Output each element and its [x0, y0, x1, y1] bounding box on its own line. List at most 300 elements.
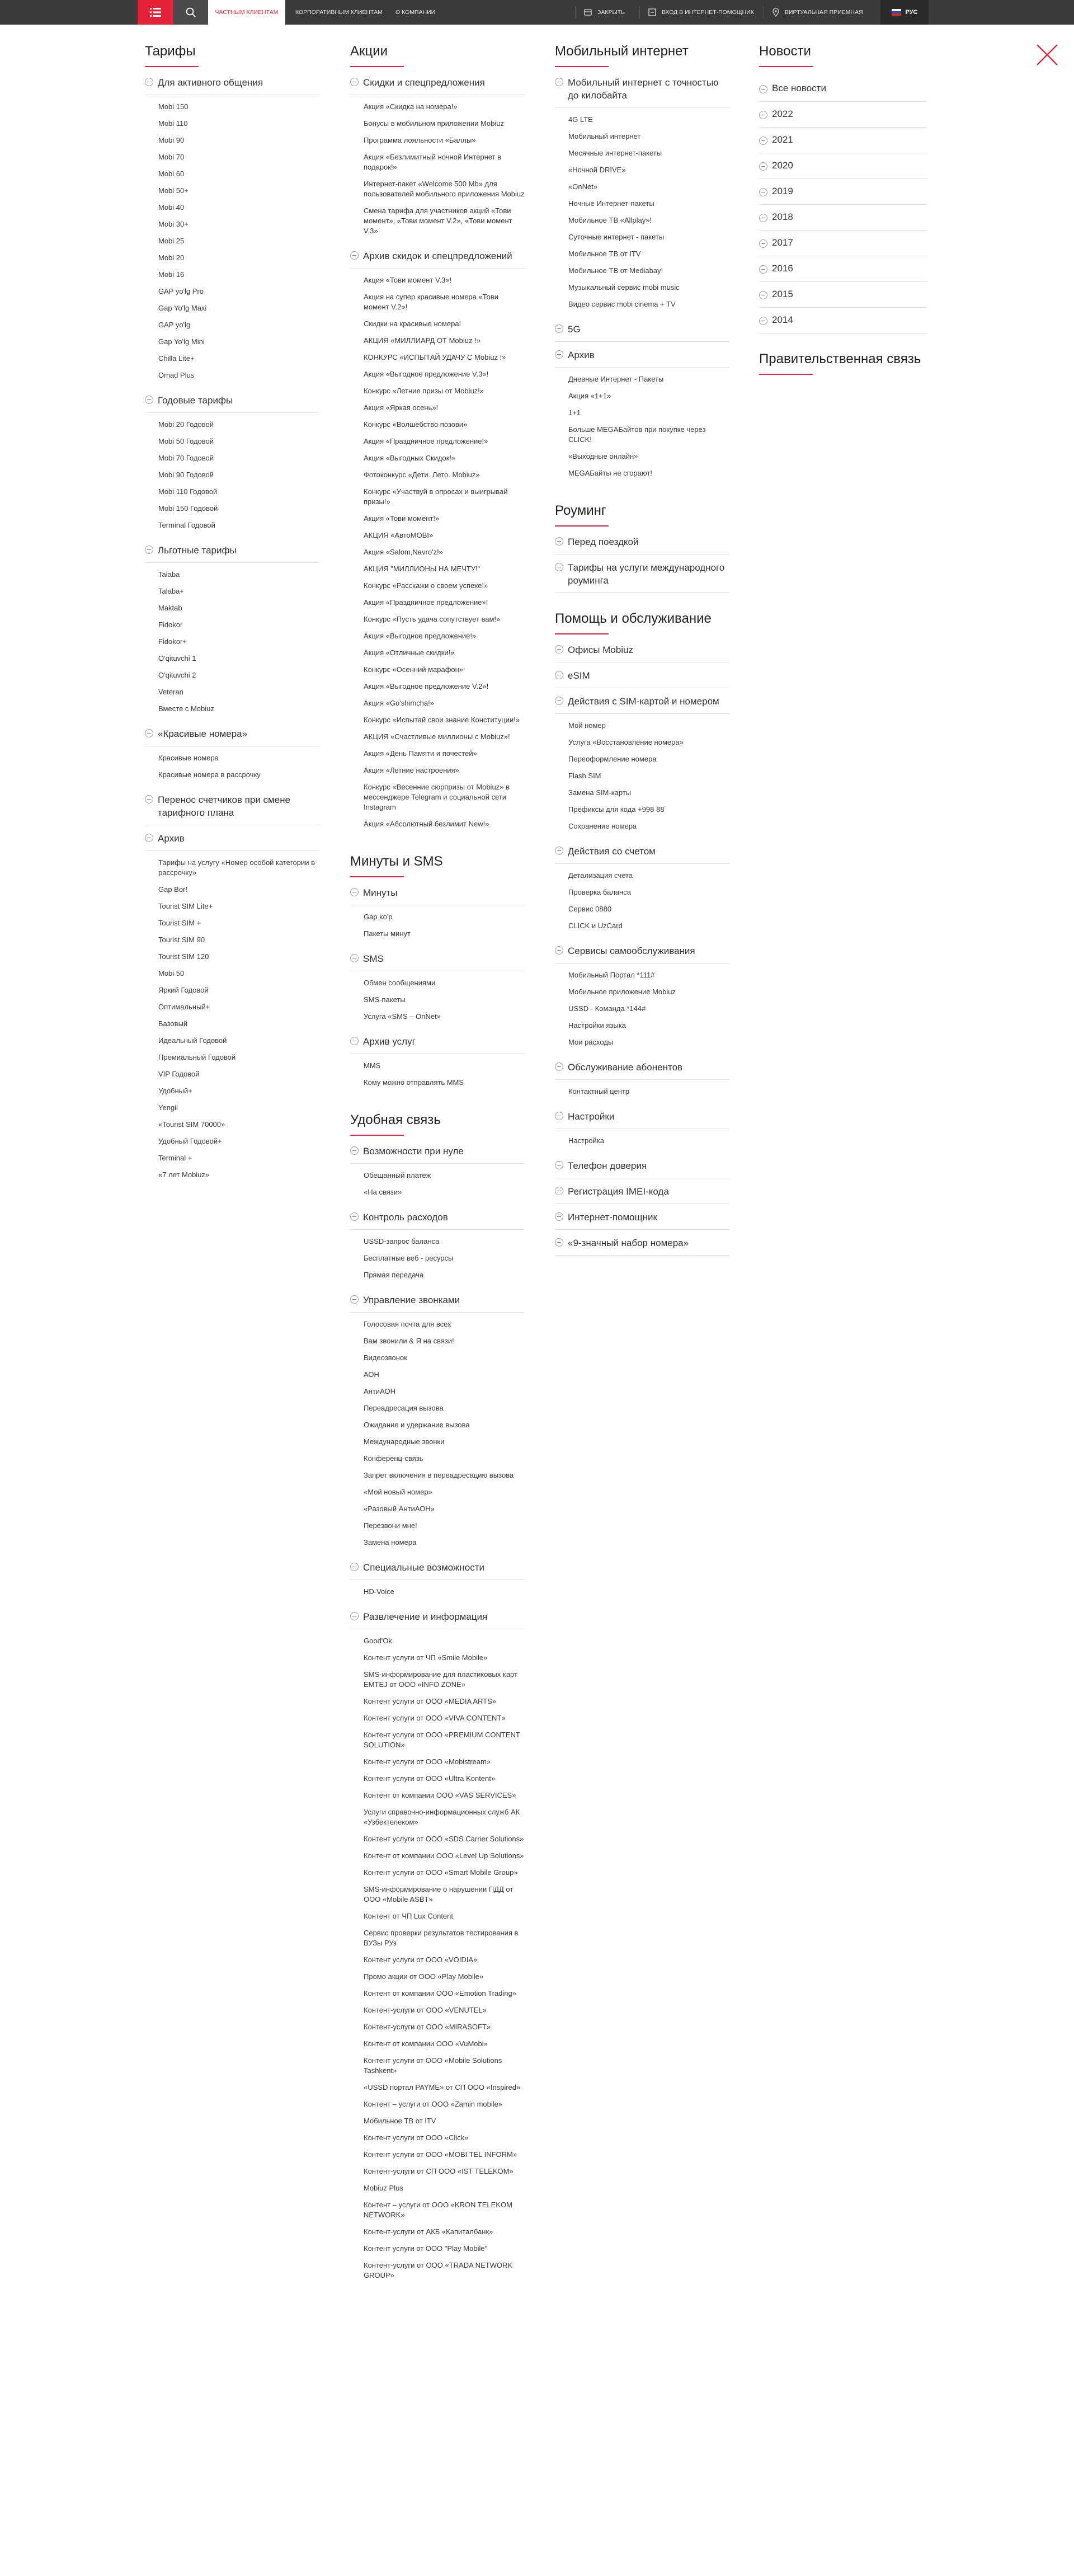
- menu-group-header[interactable]: [145, 727, 319, 746]
- nav-corporate-clients[interactable]: КОРПОРАТИВНЫМ КЛИЕНТАМ: [295, 9, 383, 16]
- menu-link[interactable]: Контент услуги от ООО «Ultra Kontent»: [364, 1774, 496, 1783]
- menu-link[interactable]: Услуга «Восстановление номера»: [568, 738, 684, 746]
- expand-arrow-icon[interactable]: [145, 795, 153, 803]
- menu-link[interactable]: Terminal +: [158, 1154, 192, 1162]
- menu-link[interactable]: Мобильное приложение Mobiuz: [568, 988, 676, 996]
- menu-link[interactable]: Базовый: [158, 1019, 188, 1028]
- menu-link[interactable]: Акция «Праздничное предложение»!: [364, 598, 488, 607]
- menu-group-header[interactable]: [350, 952, 525, 971]
- menu-link[interactable]: Перезвони мне!: [364, 1521, 417, 1530]
- menu-link[interactable]: Красивые номера в рассрочку: [158, 770, 261, 779]
- menu-group-header[interactable]: [350, 1561, 525, 1580]
- menu-link[interactable]: Контент услуги от ООО «Click»: [364, 2133, 469, 2142]
- menu-link[interactable]: Mobi 150 Годовой: [158, 504, 218, 513]
- news-link[interactable]: [759, 76, 927, 102]
- menu-group-header[interactable]: [555, 76, 729, 108]
- menu-link[interactable]: Проверка баланса: [568, 888, 631, 896]
- menu-link[interactable]: Tourist SIM 120: [158, 952, 209, 961]
- menu-link[interactable]: Дневные Интернет - Пакеты: [568, 375, 664, 383]
- menu-link[interactable]: Mobiuz Plus: [364, 2184, 403, 2192]
- expand-arrow-icon[interactable]: [145, 78, 153, 86]
- menu-link[interactable]: Оптимальный+: [158, 1003, 210, 1011]
- menu-link[interactable]: Gap Yo'lg Maxi: [158, 304, 207, 312]
- menu-link[interactable]: Mobi 20 Годовой: [158, 420, 214, 429]
- menu-group-header[interactable]: [350, 1035, 525, 1054]
- menu-link[interactable]: Контент услуги от ООО «Mobistream»: [364, 1757, 491, 1766]
- expand-arrow-icon[interactable]: [350, 1146, 359, 1155]
- section-heading[interactable]: Акции: [350, 44, 388, 59]
- menu-link[interactable]: Сохранение номера: [568, 822, 637, 830]
- news-link[interactable]: [759, 256, 927, 282]
- menu-group-title: «Красивые номера»: [158, 728, 248, 739]
- menu-link[interactable]: Конкурс «Участвуй в опросах и выигрывай призы!»: [364, 487, 508, 506]
- menu-link[interactable]: Конкурс «Летние призы от Mobiuz!»: [364, 387, 484, 395]
- section-heading[interactable]: Мобильный интернет: [555, 44, 689, 59]
- menu-item-list: [555, 864, 729, 938]
- menu-group-header[interactable]: [350, 1145, 525, 1164]
- search-button[interactable]: [173, 0, 208, 25]
- menu-link[interactable]: Mobi 50+: [158, 186, 189, 195]
- menu-group-header[interactable]: [145, 394, 319, 413]
- menu-link[interactable]: Контент услуги от ООО «VIVA CONTENT»: [364, 1714, 506, 1722]
- menu-link[interactable]: Контент услуги от ООО «VOIDIA»: [364, 1955, 478, 1964]
- menu-link[interactable]: O'qituvchi 2: [158, 671, 196, 679]
- menu-link[interactable]: Ночные Интернет-пакеты: [568, 199, 654, 208]
- menu-link[interactable]: Контактный центр: [568, 1087, 630, 1096]
- menu-link[interactable]: Mobi 60: [158, 170, 185, 178]
- menu-link[interactable]: 4G LTE: [568, 115, 593, 124]
- menu-link[interactable]: Пакеты минут: [364, 929, 411, 938]
- menu-group-header[interactable]: [350, 1211, 525, 1230]
- language-switcher[interactable]: [880, 0, 929, 25]
- menu-link[interactable]: Mobi 70: [158, 153, 185, 161]
- menu-link[interactable]: USSD - Команда *144#: [568, 1004, 646, 1013]
- utility-virtual-reception[interactable]: [772, 0, 863, 25]
- menu-group-header[interactable]: [555, 1159, 729, 1178]
- menu-link[interactable]: Услуга «SMS – OnNet»: [364, 1012, 441, 1021]
- menu-group-header[interactable]: [145, 76, 319, 95]
- menu-link[interactable]: Акция «Тови момент V.3»!: [364, 276, 452, 284]
- expand-arrow-icon[interactable]: [350, 1612, 359, 1620]
- menu-group-header[interactable]: [555, 643, 729, 662]
- menu-link[interactable]: Акция «Отличные скидки!»: [364, 648, 455, 657]
- menu-link[interactable]: «7 лет Mobiuz»: [158, 1171, 210, 1179]
- menu-link[interactable]: АКЦИЯ «АвтоMOBI»: [364, 531, 434, 539]
- menu-link[interactable]: «Мой новый номер»: [364, 1488, 432, 1496]
- menu-group-header[interactable]: [145, 544, 319, 563]
- menu-link[interactable]: Tourist SIM +: [158, 919, 201, 927]
- menu-link[interactable]: Акция «Go'shimcha!»: [364, 699, 435, 707]
- menu-link[interactable]: Ожидание и удержание вызова: [364, 1421, 470, 1429]
- menu-link[interactable]: Услуги справочно-информационных служб АК «Узбектелеком»: [364, 1808, 520, 1826]
- menu-link[interactable]: Fidokor+: [158, 637, 187, 646]
- news-link[interactable]: [759, 205, 927, 231]
- menu-link[interactable]: Акция «Праздничное предложение!»: [364, 437, 488, 445]
- menu-link[interactable]: АКЦИЯ «Счастливые миллионы с Mobiuz»!: [364, 732, 510, 741]
- menu-link[interactable]: Контент-услуги от ООО «VENUTEL»: [364, 2006, 487, 2014]
- menu-link[interactable]: «Ночной DRIVE»: [568, 166, 626, 174]
- menu-link[interactable]: Акция «Выгодное предложение!»: [364, 632, 477, 640]
- menu-link[interactable]: Terminal Годовой: [158, 521, 215, 529]
- menu-link[interactable]: Tourist SIM Lite+: [158, 902, 213, 910]
- menu-link[interactable]: Акция «Salom,Navro'z!»: [364, 548, 443, 556]
- menu-link[interactable]: Tourist SIM 90: [158, 936, 205, 944]
- menu-link[interactable]: Контент-услуги от АКБ «Капиталбанк»: [364, 2227, 493, 2236]
- menu-link[interactable]: Gap Yo'lg Mini: [158, 337, 205, 346]
- menu-link[interactable]: Тарифы на услугу «Номер особой категории в рассрочку»: [158, 858, 315, 877]
- expand-arrow-icon[interactable]: [350, 78, 359, 86]
- menu-link[interactable]: Контент от ЧП Lux Content: [364, 1912, 453, 1920]
- menu-link[interactable]: Фотоконкурс «Дети. Лето. Mobiuz»: [364, 471, 480, 479]
- section-heading[interactable]: Помощь и обслуживание: [555, 611, 712, 626]
- menu-link[interactable]: Mobi 25: [158, 237, 185, 245]
- menu-item-list: [350, 1313, 525, 1554]
- news-link[interactable]: [759, 102, 927, 128]
- menu-link[interactable]: Контент-услуги от СП ООО «IST TELEKOM»: [364, 2167, 514, 2175]
- menu-group-header[interactable]: [555, 1110, 729, 1129]
- section-heading[interactable]: Роуминг: [555, 503, 606, 518]
- menu-link[interactable]: Контент услуги от ООО «Mobile Solutions Tashkent»: [364, 2056, 502, 2075]
- menu-link[interactable]: Мобильное ТВ «Allplay»!: [568, 216, 652, 224]
- menu-link[interactable]: Контент от компании ООО «Emotion Trading»: [364, 1989, 516, 1997]
- menu-group: [145, 727, 319, 787]
- menu-link[interactable]: Акция «Скидка на номера!»: [364, 102, 458, 111]
- menu-link[interactable]: Конференц-связь: [364, 1454, 423, 1463]
- menu-group: [555, 1185, 729, 1204]
- news-link[interactable]: [759, 282, 927, 308]
- menu-link[interactable]: Мои расходы: [568, 1038, 614, 1046]
- menu-link[interactable]: АКЦИЯ «МИЛЛИАРД ОТ Mobiuz !»: [364, 336, 481, 345]
- menu-link[interactable]: Контент услуги от ООО «PREMIUM CONTENT SOLUTION»: [364, 1731, 520, 1749]
- menu-link[interactable]: Переадресация вызова: [364, 1404, 444, 1412]
- utility-close[interactable]: [584, 0, 625, 25]
- menu-group-header[interactable]: [555, 1211, 729, 1230]
- menu-link[interactable]: Больше MEGAБайтов при покупке через CLICK!: [568, 425, 706, 444]
- expand-arrow-icon[interactable]: [555, 325, 563, 333]
- expand-arrow-icon[interactable]: [350, 251, 359, 260]
- menu-link[interactable]: Контент услуги от ООО «SDS Carrier Solutions»: [364, 1835, 524, 1843]
- expand-arrow-icon[interactable]: [350, 1212, 359, 1221]
- expand-arrow-icon[interactable]: [555, 697, 563, 705]
- menu-link[interactable]: Идеальный Годовой: [158, 1036, 227, 1045]
- menu-link[interactable]: «USSD портал PAYME» от СП ООО «Inspired»: [364, 2083, 521, 2091]
- news-link[interactable]: [759, 179, 927, 205]
- news-link[interactable]: [759, 231, 927, 256]
- menu-group-title: Мобильный интернет с точностью до килобайта: [568, 77, 719, 101]
- nav-about-company[interactable]: О КОМПАНИИ: [395, 9, 436, 16]
- menu-link[interactable]: Мой номер: [568, 721, 606, 730]
- expand-arrow-icon[interactable]: [555, 1112, 563, 1120]
- menu-link[interactable]: Yengil: [158, 1103, 178, 1112]
- menu-link[interactable]: Контент от компании ООО «Level Up Solutions»: [364, 1851, 524, 1860]
- menu-link[interactable]: Удобный+: [158, 1087, 192, 1095]
- menu-group-header[interactable]: [555, 845, 729, 864]
- menu-link[interactable]: Mobi 20: [158, 253, 185, 262]
- menu-link[interactable]: Акция «Выгодных Скидок!»: [364, 454, 456, 462]
- menu-link[interactable]: Контент – услуги от ООО «KRON TELEKOM NETWORK»: [364, 2201, 512, 2219]
- menu-link[interactable]: Скидки на красивые номера!: [364, 319, 461, 328]
- menu-group-title: Архив: [158, 833, 185, 844]
- menu-group-header[interactable]: [555, 1237, 729, 1256]
- menu-link[interactable]: Контент-услуги от ООО «TRADA NETWORK GROUP»: [364, 2261, 513, 2279]
- expand-arrow-icon[interactable]: [555, 350, 563, 359]
- menu-link[interactable]: Программа лояльности «Баллы»: [364, 136, 476, 144]
- menu-link[interactable]: Контент услуги от ООО «MOBI TEL INFORM»: [364, 2150, 517, 2159]
- menu-link[interactable]: Кому можно отправлять MMS: [364, 1078, 464, 1087]
- menu-link[interactable]: Good'Ok: [364, 1637, 392, 1645]
- menu-group-title: Тарифы на услуги международного роуминга: [568, 562, 725, 586]
- menu-link[interactable]: Акция «Тови момент!»: [364, 514, 440, 523]
- language-label: РУС: [905, 9, 918, 16]
- menu-group-header[interactable]: [555, 1061, 729, 1080]
- menu-group-header[interactable]: [350, 886, 525, 905]
- menu-link[interactable]: Международные звонки: [364, 1437, 445, 1446]
- menu-link[interactable]: Акция «Летние настроения»: [364, 766, 459, 774]
- menu-link[interactable]: Mobi 110 Годовой: [158, 487, 218, 496]
- menu-link[interactable]: Детализация счета: [568, 871, 633, 880]
- menu-link[interactable]: Замена SIM-карты: [568, 788, 632, 797]
- menu-link[interactable]: Контент услуги от ООО «Smart Mobile Group»: [364, 1868, 518, 1877]
- menu-link[interactable]: Смена тарифа для участников акций «Тови момент», «Тови момент V.2», «Тови момент V.3»: [364, 206, 512, 235]
- menu-link[interactable]: Конкурс «Весенние сюрпризы от Mobiuz» в мессенджере Telegram и социальной сети Instagram: [364, 783, 510, 811]
- menu-link[interactable]: Настройка: [568, 1136, 604, 1145]
- menu-link[interactable]: Видео сервис mobi cinema + TV: [568, 300, 676, 308]
- expand-arrow-icon[interactable]: [555, 563, 563, 571]
- menu-link[interactable]: Акция «День Памяти и почестей»: [364, 749, 477, 758]
- menu-link[interactable]: SMS-информирование о нарушении ПДД от ООО «Mobile ASBT»: [364, 1885, 514, 1903]
- menu-group-header[interactable]: [555, 561, 729, 593]
- menu-link[interactable]: Удобный Годовой+: [158, 1137, 222, 1145]
- menu-link[interactable]: SMS-информирование для пластиковых карт EMTEJ от ООО «INFO ZONE»: [364, 1670, 517, 1689]
- menu-link[interactable]: Mobi 50: [158, 969, 185, 977]
- menu-link[interactable]: Яркий Годовой: [158, 986, 209, 994]
- menu-group-header[interactable]: [555, 535, 729, 554]
- expand-arrow-icon[interactable]: [555, 645, 563, 654]
- menu-link[interactable]: Chilla Lite+: [158, 354, 195, 363]
- menu-link[interactable]: Конкурс «Осенний марафон»: [364, 665, 464, 674]
- menu-link[interactable]: Акция «1+1»: [568, 392, 611, 400]
- expand-arrow-icon[interactable]: [555, 1161, 563, 1169]
- menu-group-title: Перенос счетчиков при смене тарифного плана: [158, 795, 291, 818]
- menu-column-news: [759, 43, 927, 384]
- menu-link[interactable]: Премиальный Годовой: [158, 1053, 236, 1061]
- expand-arrow-icon[interactable]: [350, 1295, 359, 1304]
- menu-link[interactable]: Сервис проверки результатов тестирования в ВУЗы РУз: [364, 1929, 519, 1947]
- expand-arrow-icon[interactable]: [350, 954, 359, 962]
- menu-item-list: [555, 714, 729, 838]
- menu-group-header[interactable]: [555, 1185, 729, 1204]
- menu-link[interactable]: Конкурс «Пусть удача сопутствует вам!»: [364, 615, 501, 623]
- menu-group-header[interactable]: [350, 250, 525, 269]
- menu-link[interactable]: Акция «Выгодное предложение V.3»!: [364, 370, 489, 378]
- menu-link[interactable]: «Tourist SIM 70000»: [158, 1120, 225, 1129]
- menu-link[interactable]: Настройки языка: [568, 1021, 626, 1030]
- menu-link[interactable]: MMS: [364, 1061, 381, 1070]
- utility-login[interactable]: [648, 0, 754, 25]
- menu-link[interactable]: АОН: [364, 1370, 379, 1379]
- expand-arrow-icon[interactable]: [555, 671, 563, 679]
- news-link-label: 2018: [772, 211, 793, 222]
- expand-arrow-icon[interactable]: [555, 78, 563, 86]
- expand-arrow-icon[interactable]: [555, 946, 563, 955]
- menu-group-header[interactable]: [350, 1610, 525, 1629]
- expand-arrow-icon[interactable]: [555, 1187, 563, 1195]
- menu-link[interactable]: VIP Годовой: [158, 1070, 200, 1078]
- menu-link[interactable]: Контент-услуги от ООО «MIRASOFT»: [364, 2023, 491, 2031]
- menu-link[interactable]: CLICK и UzCard: [568, 922, 623, 930]
- menu-link[interactable]: Конкурс «Испытай свои знание Конституции!»: [364, 716, 520, 724]
- menu-link[interactable]: Mobi 40: [158, 203, 185, 211]
- utility-virtual-reception-label: ВИРТУАЛЬНАЯ ПРИЕМНАЯ: [785, 9, 863, 16]
- menu-link[interactable]: Gap ko'p: [364, 913, 393, 921]
- menu-link[interactable]: Вместе с Mobiuz: [158, 704, 214, 713]
- menu-link[interactable]: GAP yo'lg Pro: [158, 287, 204, 295]
- menu-group-header[interactable]: [555, 695, 729, 714]
- expand-arrow-icon[interactable]: [145, 729, 153, 737]
- menu-group: [555, 643, 729, 662]
- expand-arrow-icon[interactable]: [145, 834, 153, 842]
- menu-link[interactable]: Контент услуги от ЧП «Smile Mobile»: [364, 1653, 488, 1662]
- section-heading[interactable]: Тарифы: [145, 44, 196, 59]
- menu-link[interactable]: Mobi 50 Годовой: [158, 437, 214, 445]
- menu-link[interactable]: Обмен сообщениями: [364, 979, 436, 987]
- menu-link[interactable]: MEGAБайты не сгорают!: [568, 469, 652, 477]
- menu-link[interactable]: Fidokor: [158, 621, 183, 629]
- menu-link[interactable]: SMS-пакеты: [364, 995, 406, 1004]
- menu-group-header[interactable]: [145, 832, 319, 851]
- menu-link[interactable]: Акция «Выгодное предложение V.2»!: [364, 682, 489, 690]
- menu-button[interactable]: [138, 0, 173, 25]
- expand-arrow-icon[interactable]: [555, 1238, 563, 1247]
- expand-arrow-icon[interactable]: [145, 546, 153, 554]
- menu-link[interactable]: «На связи»: [364, 1188, 402, 1196]
- expand-arrow-icon[interactable]: [145, 396, 153, 404]
- menu-link[interactable]: Gap Bor!: [158, 885, 188, 894]
- menu-group-title: Архив скидок и спецпредложений: [363, 251, 512, 261]
- menu-link[interactable]: «Выходные онлайн»: [568, 452, 638, 460]
- menu-link[interactable]: 1+1: [568, 408, 581, 417]
- expand-arrow-icon[interactable]: [555, 537, 563, 546]
- menu-link[interactable]: Контент услуги от ООО "Play Mobile": [364, 2244, 488, 2253]
- section-heading[interactable]: Удобная связь: [350, 1112, 441, 1127]
- menu-link[interactable]: Veteran: [158, 688, 183, 696]
- menu-link[interactable]: Бонусы в мобильном приложении Mobiuz: [364, 119, 504, 128]
- expand-arrow-icon[interactable]: [350, 888, 359, 896]
- menu-item-list: [145, 851, 319, 1187]
- menu-link[interactable]: Talaba: [158, 570, 180, 579]
- expand-arrow-icon[interactable]: [555, 847, 563, 855]
- menu-link[interactable]: Переоформление номера: [568, 755, 657, 763]
- menu-link[interactable]: Контент от компании ООО «VuMobi»: [364, 2039, 488, 2048]
- divider: [575, 6, 576, 18]
- menu-group-header[interactable]: [350, 1294, 525, 1313]
- menu-link[interactable]: Замена номера: [364, 1538, 417, 1546]
- menu-link[interactable]: Контент услуги от ООО «MEDIA ARTS»: [364, 1697, 497, 1705]
- menu-link[interactable]: Префиксы для кода +998 88: [568, 805, 665, 814]
- menu-link[interactable]: АнтиАОН: [364, 1387, 395, 1395]
- menu-link[interactable]: Обещанный платеж: [364, 1171, 431, 1179]
- menu-link[interactable]: АКЦИЯ "МИЛЛИОНЫ НА МЕЧТУ!": [364, 565, 481, 573]
- menu-link[interactable]: Mobi 90 Годовой: [158, 471, 214, 479]
- menu-link[interactable]: КОНКУРС «ИСПЫТАЙ УДАЧУ С Mobiuz !»: [364, 353, 506, 361]
- menu-link[interactable]: «OnNet»: [568, 182, 598, 191]
- menu-link[interactable]: Talaba+: [158, 587, 184, 595]
- close-x-icon[interactable]: [1035, 43, 1059, 67]
- menu-link[interactable]: Акция на супер красивые номера «Тови момент V.2»!: [364, 293, 499, 311]
- menu-link[interactable]: Месячные интернет-пакеты: [568, 149, 662, 157]
- section-heading[interactable]: Правительственная связь: [759, 351, 921, 366]
- menu-link[interactable]: Прямая передача: [364, 1271, 424, 1279]
- menu-link[interactable]: Сервис 0880: [568, 905, 612, 913]
- menu-link[interactable]: Акция «Безлимитный ночной Интернет в подарок!»: [364, 153, 502, 171]
- menu-link[interactable]: Контент – услуги от ООО «Zamin mobile»: [364, 2100, 503, 2108]
- menu-group: [555, 1211, 729, 1230]
- menu-link[interactable]: Акция «Яркая осень»!: [364, 403, 439, 412]
- menu-group-header[interactable]: [145, 793, 319, 825]
- menu-group-header[interactable]: [555, 669, 729, 688]
- menu-link[interactable]: Omad Plus: [158, 371, 195, 379]
- menu-link[interactable]: GAP yo'lg: [158, 321, 191, 329]
- expand-arrow-icon[interactable]: [350, 1563, 359, 1571]
- menu-link[interactable]: Mobi 90: [158, 136, 185, 144]
- section-heading[interactable]: Новости: [759, 44, 811, 59]
- menu-link[interactable]: Бесплатные веб - ресурсы: [364, 1254, 454, 1262]
- menu-link[interactable]: O'qituvchi 1: [158, 654, 196, 662]
- menu-link[interactable]: Голосовая почта для всех: [364, 1320, 451, 1328]
- menu-link[interactable]: Видеозвонок: [364, 1353, 407, 1362]
- menu-link[interactable]: Mobi 30+: [158, 220, 189, 228]
- section-heading[interactable]: Минуты и SMS: [350, 854, 443, 869]
- menu-link[interactable]: Мобильное ТВ от ITV: [568, 250, 641, 258]
- menu-group-header[interactable]: [350, 76, 525, 95]
- menu-link[interactable]: Mobi 70 Годовой: [158, 454, 214, 462]
- expand-arrow-icon[interactable]: [350, 1037, 359, 1045]
- expand-arrow-icon[interactable]: [555, 1212, 563, 1221]
- menu-link[interactable]: Акция «Абсолютный безлимит New!»: [364, 820, 489, 828]
- menu-link[interactable]: Maktab: [158, 604, 182, 612]
- menu-link[interactable]: Flash SIM: [568, 772, 601, 780]
- menu-group-header[interactable]: [555, 349, 729, 368]
- menu-link[interactable]: Музыкальный сервис mobi music: [568, 283, 680, 292]
- menu-link[interactable]: Красивые номера: [158, 754, 219, 762]
- menu-link[interactable]: Конкурс «Расскажи о своем успехе!»: [364, 581, 488, 590]
- menu-link[interactable]: Интернет-пакет «Welcome 500 Mb» для пользователей мобильного приложения Mobiuz: [364, 180, 525, 198]
- menu-link[interactable]: Вам звонили & Я на связи!: [364, 1337, 454, 1345]
- menu-link[interactable]: Мобильное ТВ от ITV: [364, 2117, 436, 2125]
- menu-link[interactable]: Мобильный Портал *111#: [568, 971, 655, 979]
- menu-link[interactable]: «Разовый АнтиАОН»: [364, 1505, 435, 1513]
- nav-private-clients[interactable]: ЧАСТНЫМ КЛИЕНТАМ: [208, 0, 285, 25]
- menu-group-header[interactable]: [555, 323, 729, 342]
- news-link[interactable]: [759, 153, 927, 179]
- news-link[interactable]: [759, 128, 927, 153]
- menu-link[interactable]: Mobi 150: [158, 102, 189, 111]
- menu-link[interactable]: Контент от компании ООО «VAS SERVICES»: [364, 1791, 516, 1799]
- menu-link[interactable]: Запрет включения в переадресацию вызова: [364, 1471, 514, 1479]
- menu-link[interactable]: Mobi 16: [158, 270, 185, 279]
- menu-link[interactable]: Промо акции от ООО «Play Mobile»: [364, 1972, 484, 1981]
- menu-link[interactable]: Мобильный интернет: [568, 132, 641, 140]
- menu-group-header[interactable]: [555, 944, 729, 963]
- menu-link[interactable]: Mobi 110: [158, 119, 188, 128]
- menu-link[interactable]: Суточные интернет - пакеты: [568, 233, 665, 241]
- menu-link[interactable]: HD-Voice: [364, 1587, 394, 1596]
- menu-link[interactable]: Конкурс «Волшебство позови»: [364, 420, 468, 429]
- menu-link[interactable]: Мобильное ТВ от Mediabay!: [568, 266, 663, 275]
- menu-link[interactable]: USSD-запрос баланса: [364, 1237, 440, 1245]
- news-link[interactable]: [759, 308, 927, 333]
- expand-arrow-icon[interactable]: [555, 1063, 563, 1071]
